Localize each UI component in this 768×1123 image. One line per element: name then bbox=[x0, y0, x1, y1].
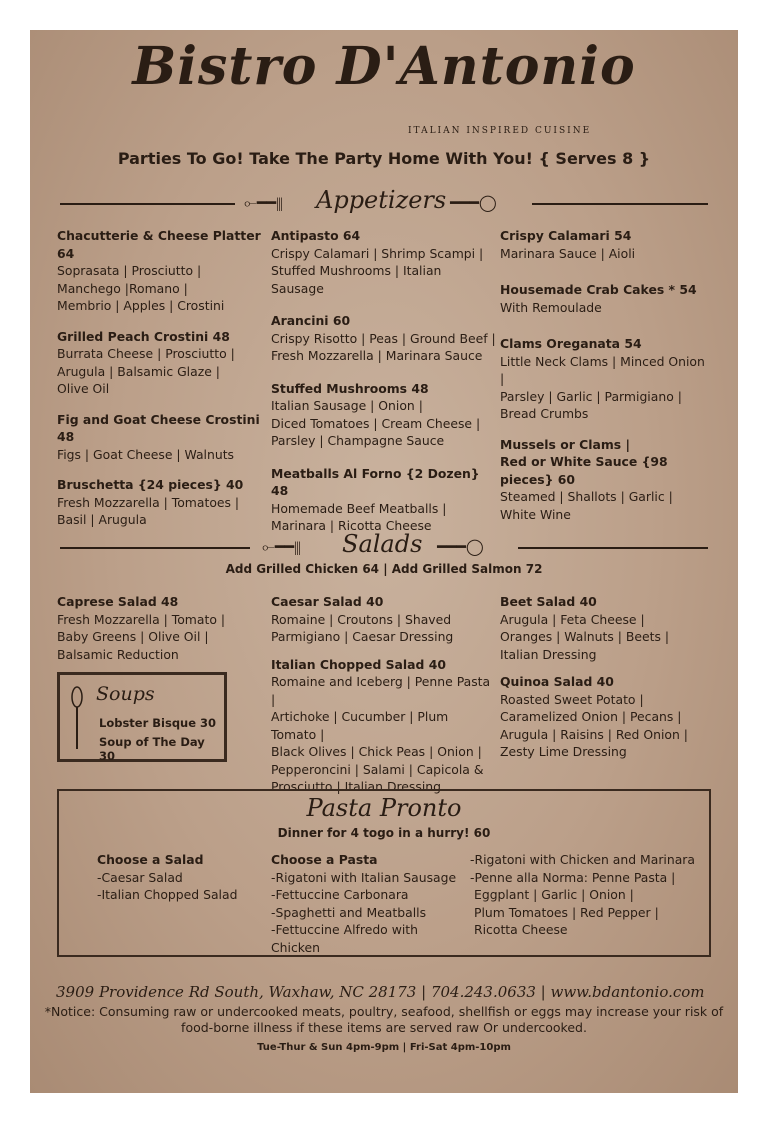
menu-item: Fig and Goat Cheese Crostini 48 Figs | Goat Cheese | Walnuts bbox=[57, 411, 260, 462]
menu-item: Clams Oreganata 54 Little Neck Clams | Minced Onion | Parsley | Garlic | Parmigiano | Bread Crumbs bbox=[500, 336, 705, 421]
appetizer-column-3 bbox=[500, 227, 712, 523]
appetizer-column-1 bbox=[57, 227, 262, 529]
divider-left bbox=[60, 547, 250, 549]
salads-addons: Add Grilled Chicken 64 | Add Grilled Salmon 72 bbox=[225, 562, 543, 576]
pasta-salad-choices: Choose a Salad -Caesar Salad -Italian Chopped Salad bbox=[97, 852, 238, 902]
appetizers-title: Appetizers bbox=[316, 186, 447, 214]
menu-item: Mussels or Clams | Red or White Sauce {98 pieces} 60 Steamed | Shallots | Garlic | White Wine bbox=[500, 436, 673, 522]
pasta-more-choices: -Rigatoni with Chicken and Marinara -Penne alla Norma: Penne Pasta | Eggplant | Garlic | Onion | Plum Tomatoes | Red Pepper | Ricotta Cheese bbox=[470, 852, 695, 937]
menu-item: Antipasto 64 Crispy Calamari | Shrimp Scampi | Stuffed Mushrooms | Italian Sausage bbox=[271, 228, 484, 296]
soup-item: Lobster Bisque 30 bbox=[99, 716, 217, 730]
logo-subtitle: ITALIAN INSPIRED CUISINE bbox=[408, 126, 592, 136]
menu-item: Grilled Peach Crostini 48 Burrata Cheese | Prosciutto | Arugula | Balsamic Glaze | Olive Oil bbox=[57, 328, 235, 396]
divider-left bbox=[60, 203, 235, 205]
pasta-choices: Choose a Pasta -Rigatoni with Italian Sausage -Fettuccine Carbonara -Spaghetti and Meatballs -Fettuccine Alfredo with Chicken bbox=[271, 852, 457, 955]
appetizer-column-2 bbox=[271, 227, 496, 535]
soups-title: Soups bbox=[96, 683, 155, 705]
menu-item: Caesar Salad 40 Romaine | Croutons | Shaved Parmigiano | Caesar Dressing bbox=[271, 594, 454, 644]
pasta-subtitle: Dinner for 4 togo in a hurry! 60 bbox=[277, 826, 491, 840]
menu-item: Bruschetta {24 pieces} 40 Fresh Mozzarella | Tomatoes | Basil | Arugula bbox=[57, 477, 244, 527]
salad-column-3 bbox=[500, 593, 712, 761]
footer-hours: Tue-Thur & Sun 4pm-9pm | Fri-Sat 4pm-10pm bbox=[257, 1042, 511, 1053]
soups-box bbox=[57, 672, 227, 762]
menu-item: Housemade Crab Cakes * 54 With Remoulade bbox=[500, 282, 697, 315]
footer-address: 3909 Providence Rd South, Waxhaw, NC 28173 | 704.243.0633 | www.bdantonio.com bbox=[56, 983, 705, 1001]
spoon-icon: ━━━◯ bbox=[437, 537, 484, 556]
menu-item: Chacutterie & Cheese Platter 64 Soprasata | Prosciutto | Manchego |Romano | Membrio | Apples | Crostini bbox=[57, 228, 261, 313]
fork-icon: ⟜━━⦀ bbox=[244, 193, 283, 212]
divider-right bbox=[532, 203, 708, 205]
menu-item: Meatballs Al Forno {2 Dozen} 48 Homemade Beef Meatballs | Marinara | Ricotta Cheese bbox=[271, 465, 480, 533]
menu-item: Stuffed Mushrooms 48 Italian Sausage | Onion | Diced Tomatoes | Cream Cheese | Parsley | Champagne Sauce bbox=[271, 380, 481, 448]
menu-item: Crispy Calamari 54 Marinara Sauce | Aioli bbox=[500, 228, 636, 261]
soup-item: Soup of The Day 30 bbox=[99, 735, 205, 763]
fork-icon: ⟜━━⦀ bbox=[262, 537, 301, 556]
menu-item: Quinoa Salad 40 Roasted Sweet Potato | Caramelized Onion | Pecans | Arugula | Raisins | Red Onion | Zesty Lime Dressing bbox=[500, 674, 688, 759]
spoon-icon bbox=[68, 685, 86, 751]
spoon-icon: ━━━◯ bbox=[450, 193, 497, 212]
menu-item: Beet Salad 40 Arugula | Feta Cheese | Oranges | Walnuts | Beets | Italian Dressing bbox=[500, 594, 670, 662]
salad-column-2 bbox=[271, 593, 496, 796]
salads-title: Salads bbox=[342, 530, 423, 558]
footer-notice: *Notice: Consuming raw or undercooked meats, poultry, seafood, shellfish or eggs may increase your risk of food-borne illness if these items are served raw Or undercooked. bbox=[44, 1004, 724, 1035]
tagline: Parties To Go! Take The Party Home With You! { Serves 8 } bbox=[117, 149, 651, 168]
menu-item: Caprese Salad 48 Fresh Mozzarella | Tomato | Baby Greens | Olive Oil | Balsamic Reduction bbox=[57, 594, 226, 662]
divider-right bbox=[518, 547, 708, 549]
menu-item: Arancini 60 Crispy Risotto | Peas | Ground Beef | Fresh Mozzarella | Marinara Sauce bbox=[271, 313, 496, 363]
salad-column-1 bbox=[57, 593, 262, 663]
menu-item: Italian Chopped Salad 40 Romaine and Iceberg | Penne Pasta | Artichoke | Cucumber | Plum Tomato | Black Olives | Chick Peas | Onion | Pepperoncini | Salami | Capicola & Prosciutto | Italian Dressing bbox=[271, 656, 491, 794]
pasta-title: Pasta Pronto bbox=[306, 794, 462, 822]
logo-wordmark: Bistro D'Antonio bbox=[132, 36, 636, 97]
